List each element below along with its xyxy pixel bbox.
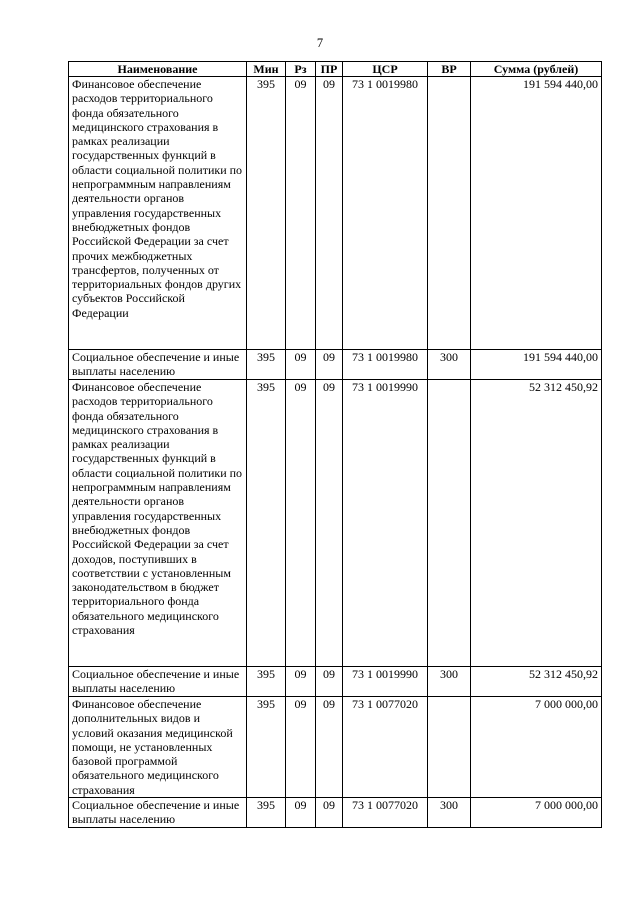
- header-name: Наименование: [69, 62, 247, 77]
- header-csr: ЦСР: [343, 62, 428, 77]
- cell-pr: 09: [316, 380, 343, 667]
- table-row: [69, 77, 602, 350]
- cell-pr: 09: [316, 350, 343, 380]
- table-row: [69, 350, 602, 380]
- cell-sum: 52 312 450,92: [471, 667, 602, 697]
- cell-min: 395: [247, 380, 286, 667]
- cell-csr: 73 1 0019980: [343, 77, 428, 350]
- cell-sum: 191 594 440,00: [471, 77, 602, 350]
- cell-name: Финансовое обеспечение расходов территориального фонда обязательного медицинского страхования в рамках реализации государственных функций в области социальной политики по непрограммным направлениям деятельности органов управления государственных внебюджетных фондов Российской Федерации за счет прочих межбюджетных трансфертов, полученных от территориальных фондов других субъектов Российской Федерации: [69, 77, 247, 350]
- cell-min: 395: [247, 697, 286, 798]
- cell-sum: 7 000 000,00: [471, 697, 602, 798]
- cell-csr: 73 1 0019990: [343, 667, 428, 697]
- cell-vr: 300: [428, 350, 471, 380]
- cell-min: 395: [247, 77, 286, 350]
- cell-csr: 73 1 0077020: [343, 798, 428, 828]
- cell-pr: 09: [316, 697, 343, 798]
- cell-rz: 09: [286, 667, 316, 697]
- cell-name: Социальное обеспечение и иные выплаты населению: [69, 667, 247, 697]
- cell-min: 395: [247, 798, 286, 828]
- cell-csr: 73 1 0077020: [343, 697, 428, 798]
- page-number: 7: [316, 36, 324, 50]
- table-row: [69, 798, 602, 828]
- header-vr: ВР: [428, 62, 471, 77]
- cell-vr: 300: [428, 798, 471, 828]
- cell-rz: 09: [286, 77, 316, 350]
- cell-sum: 191 594 440,00: [471, 350, 602, 380]
- cell-pr: 09: [316, 77, 343, 350]
- table-header-row: [69, 62, 602, 77]
- cell-csr: 73 1 0019990: [343, 380, 428, 667]
- cell-csr: 73 1 0019980: [343, 350, 428, 380]
- cell-sum: 52 312 450,92: [471, 380, 602, 667]
- header-rz: Рз: [286, 62, 316, 77]
- cell-pr: 09: [316, 667, 343, 697]
- cell-rz: 09: [286, 697, 316, 798]
- cell-vr: [428, 697, 471, 798]
- header-sum: Сумма (рублей): [471, 62, 602, 77]
- cell-min: 395: [247, 350, 286, 380]
- cell-rz: 09: [286, 350, 316, 380]
- table-row: [69, 380, 602, 667]
- cell-vr: [428, 380, 471, 667]
- cell-name: Финансовое обеспечение расходов территориального фонда обязательного медицинского страхования в рамках реализации государственных функций в области социальной политики по непрограммным направлениям деятельности органов управления государственных внебюджетных фондов Российской Федерации за счет доходов, поступивших в соответствии с установленным законодательством в бюджет территориального фонда обязательного медицинского страхования: [69, 380, 247, 667]
- table-row: [69, 697, 602, 798]
- budget-table: [68, 61, 602, 828]
- header-min: Мин: [247, 62, 286, 77]
- cell-vr: [428, 77, 471, 350]
- cell-rz: 09: [286, 798, 316, 828]
- cell-name: Социальное обеспечение и иные выплаты населению: [69, 798, 247, 828]
- cell-sum: 7 000 000,00: [471, 798, 602, 828]
- cell-pr: 09: [316, 798, 343, 828]
- cell-vr: 300: [428, 667, 471, 697]
- table-row: [69, 667, 602, 697]
- cell-name: Финансовое обеспечение дополнительных видов и условий оказания медицинской помощи, не установленных базовой программой обязательного медицинского страхования: [69, 697, 247, 798]
- header-pr: ПР: [316, 62, 343, 77]
- cell-rz: 09: [286, 380, 316, 667]
- cell-name: Социальное обеспечение и иные выплаты населению: [69, 350, 247, 380]
- cell-min: 395: [247, 667, 286, 697]
